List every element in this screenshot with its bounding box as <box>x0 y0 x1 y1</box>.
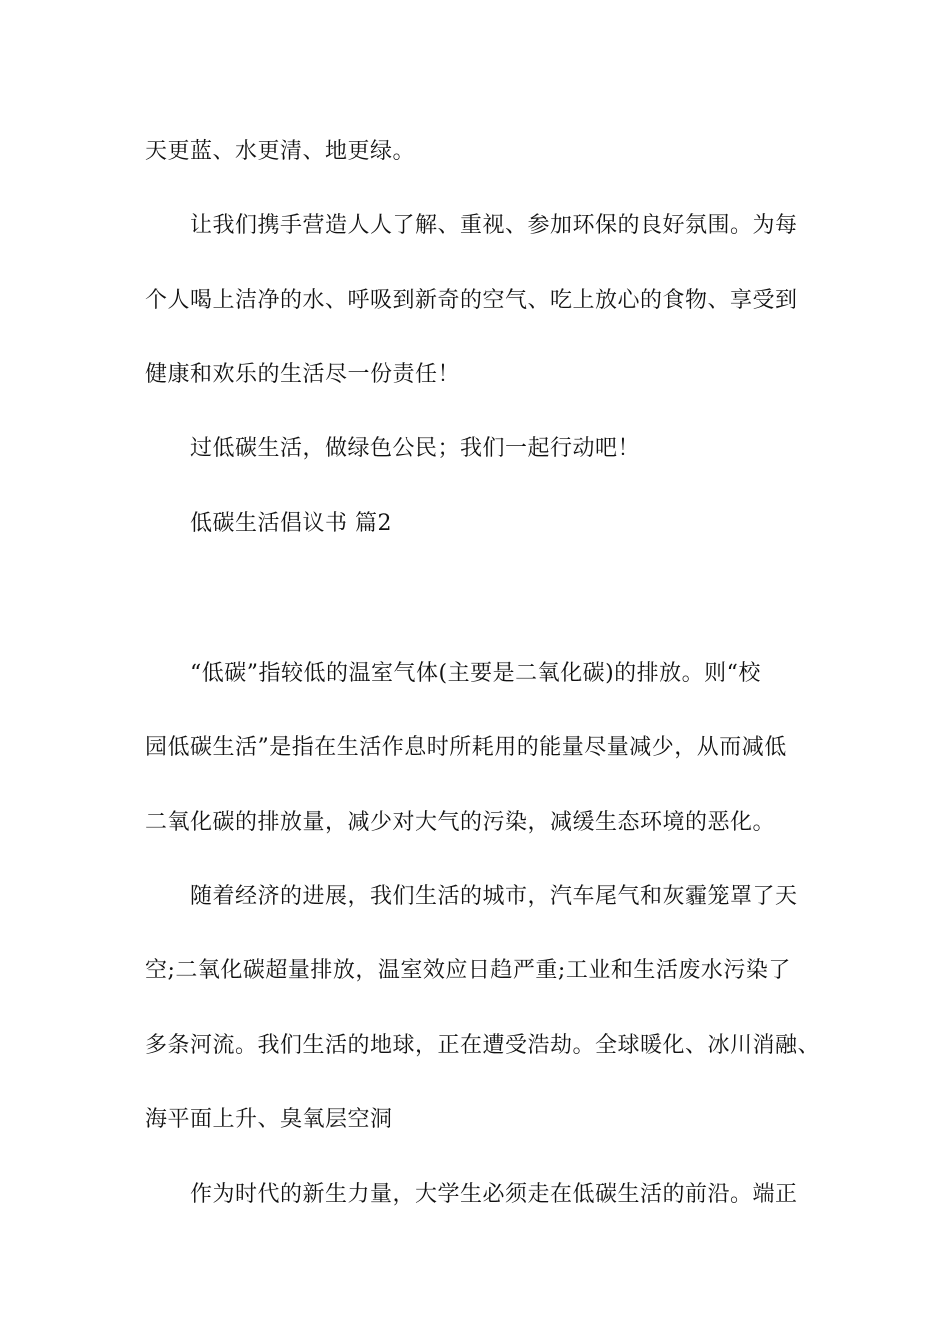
paragraph-line: “低碳”指较低的温室气体(主要是二氧化碳)的排放。则“校 <box>190 661 761 686</box>
paragraph-line: 让我们携手营造人人了解、重视、参加环保的良好氛围。为每 <box>190 213 798 238</box>
paragraph-line: 二氧化碳的排放量，减少对大气的污染，减缓生态环境的恶化。 <box>145 810 776 835</box>
paragraph-line: 随着经济的进展，我们生活的城市，汽车尾气和灰霾笼罩了天 <box>190 884 798 909</box>
paragraph-line: 天更蓝、水更清、地更绿。 <box>145 139 416 164</box>
paragraph-line: 健康和欢乐的生活尽一份责任！ <box>145 362 461 387</box>
paragraph-line: 多条河流。我们生活的地球，正在遭受浩劫。全球暖化、冰川消融、 <box>145 1033 821 1058</box>
paragraph-line: 个人喝上洁净的水、呼吸到新奇的空气、吃上放心的食物、享受到 <box>145 288 798 313</box>
paragraph-line: 过低碳生活，做绿色公民；我们一起行动吧！ <box>190 436 641 461</box>
paragraph-line: 空;二氧化碳超量排放，温室效应日趋严重;工业和生活废水污染了 <box>145 958 791 983</box>
paragraph-line: 作为时代的新生力量，大学生必须走在低碳生活的前沿。端正 <box>190 1182 798 1207</box>
paragraph-line: 园低碳生活”是指在生活作息时所耗用的能量尽量减少，从而减低 <box>145 735 787 760</box>
section-heading: 低碳生活倡议书 篇2 <box>190 511 392 536</box>
paragraph-line: 海平面上升、臭氧层空洞 <box>145 1107 393 1132</box>
